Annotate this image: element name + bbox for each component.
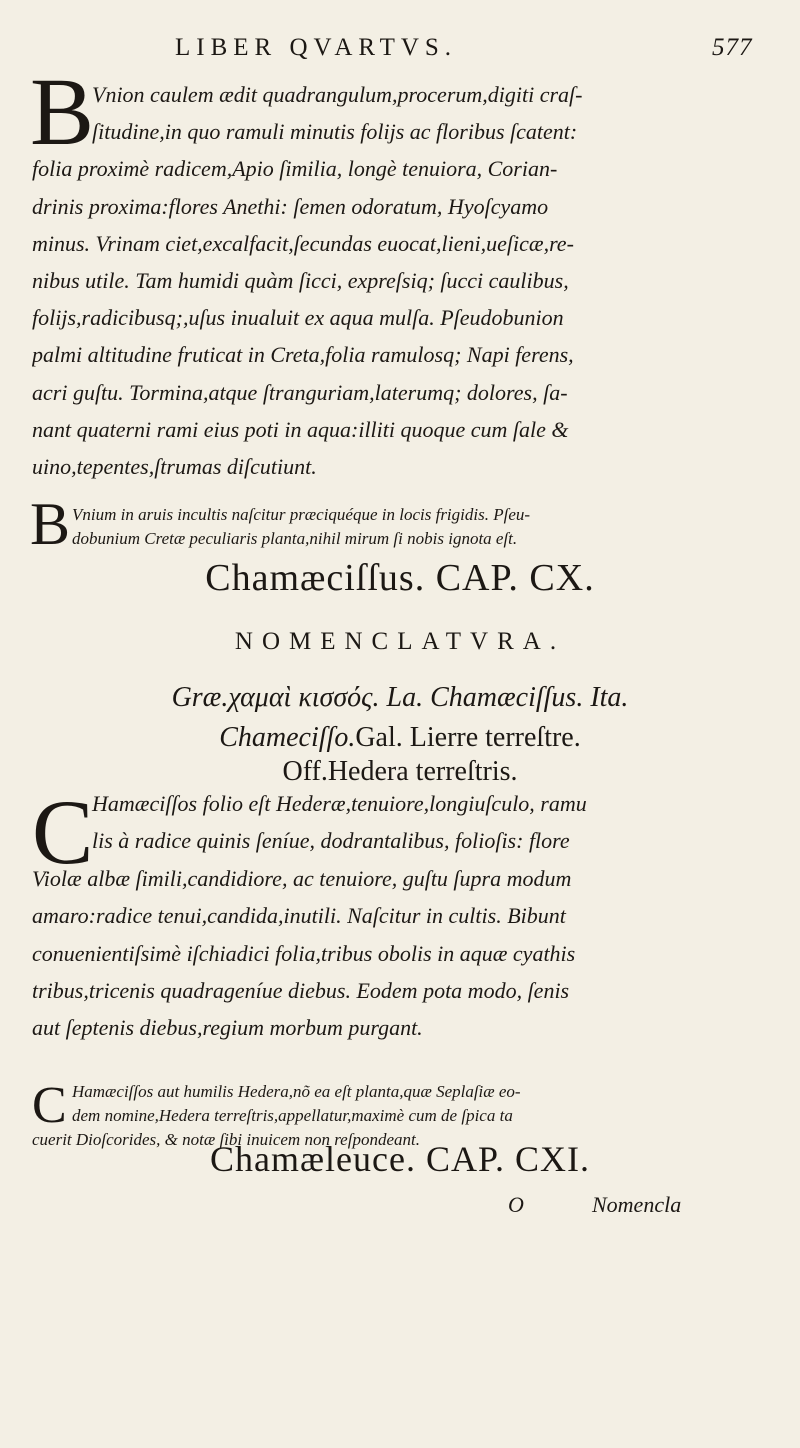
nomenclatura-line: Græ.χαμαὶ κισσός. La. Chamæciſſus. Ita. (171, 682, 629, 713)
text-line: Hamæciſſos folio eſt Hederæ,tenuiore,longiuſculo, ramu (92, 791, 587, 816)
text-line: amaro:radice tenui,candida,inutili. Naſcitur in cultis. Bibunt (32, 903, 566, 929)
text-line: acri guſtu. Tormina,atque ſtranguriam,laterumq; dolores, ſa- (32, 379, 568, 405)
text-line: uino,tepentes,ſtrumas diſcutiunt. (32, 454, 317, 480)
paragraph-bunion (32, 76, 772, 485)
drop-cap-c: C (32, 781, 94, 883)
page-number: 577 (712, 34, 753, 61)
text-line: lis à radice quinis ſeníue, dodrantalibus, folioſis: flore (92, 828, 570, 854)
running-head (0, 34, 800, 68)
text-line: dobunium Cretæ peculiaris planta,nihil mirum ſi nobis ignota eſt. (72, 529, 518, 548)
nomenclatura-heading: NOMENCLATVRA. (234, 628, 566, 655)
text-line: aut ſeptenis diebus,regium morbum purgant. (32, 1015, 423, 1041)
text-line: cuerit Dioſcorides, & notæ ſibi inuicem non reſpondeant. (32, 1130, 420, 1149)
text-line: ſitudine,in quo ramuli minutis folijs ac floribus ſcatent: (92, 119, 578, 145)
nomenclatura-line: Off.Hedera terreſtris. (282, 756, 518, 787)
nomenclatura-line (0, 722, 800, 754)
text-line: folijs,radicibusq;,uſus inualuit ex aqua mulſa. Pſeudobunion (32, 305, 564, 331)
signature-mark: O (508, 1192, 524, 1217)
text-line: tribus,tricenis quadrageníue diebus. Eodem pota modo, ſenis (32, 978, 570, 1004)
text-line: drinis proxima:flores Anethi: ſemen odoratum, Hyoſcyamo (32, 193, 549, 219)
chapter-heading-chamaeleuce: Chamæleuce. CAP. CXI. (210, 1139, 590, 1179)
text-line: palmi altitudine fruticat in Creta,folia ramulosq; Napi ferens, (32, 342, 574, 368)
text-line: Vnion caulem ædit quadrangulum,procerum,digiti craſ- (92, 82, 583, 107)
paragraph-chamaecissus (32, 781, 772, 1047)
drop-cap-c-small: C (32, 1077, 67, 1134)
text-line: Hamæciſſos aut humilis Hedera,nõ ea eſt planta,quæ Seplaſiæ eo- (72, 1082, 521, 1101)
text-line: nant quaterni rami eius poti in aqua:illiti quoque cum ſale & (32, 416, 569, 442)
text-line: dem nomine,Hedera terreſtris,appellatur,maximè cum de ſpica ta (72, 1106, 513, 1125)
text-line: Violæ albæ ſimili,candidiore, ac tenuiore, guſtu ſupra modum (32, 865, 572, 891)
text-line: conuenientiſsimè iſchiadici folia,tribus obolis in aquæ cyathis (32, 940, 576, 966)
drop-cap-b-small: B (30, 491, 71, 557)
catchwords (0, 1192, 800, 1222)
book-title: LIBER QVARTVS. (175, 34, 458, 61)
drop-cap-b: B (30, 58, 95, 165)
text-line: minus. Vrinam ciet,excalfacit,ſecundas euocat,lieni,ueſicæ,re- (32, 230, 574, 256)
italian-name: Chameciſſo. (219, 722, 356, 753)
annotation-bunion (32, 503, 772, 551)
text-line: nibus utile. Tam humidi quàm ſicci, expreſsiq; ſucci caulibus, (32, 268, 569, 294)
text-line: folia proximè radicem,Apio ſimilia, longè tenuiora, Corian- (32, 156, 558, 182)
chapter-heading-chamaecissus: Chamæciſſus. CAP. CX. (205, 557, 595, 599)
text-line: Vnium in aruis incultis naſcitur præciquéque in locis frigidis. Pſeu- (72, 505, 531, 524)
french-name: Gal. Lierre terreſtre. (355, 722, 581, 753)
catchword: Nomencla (592, 1192, 682, 1217)
